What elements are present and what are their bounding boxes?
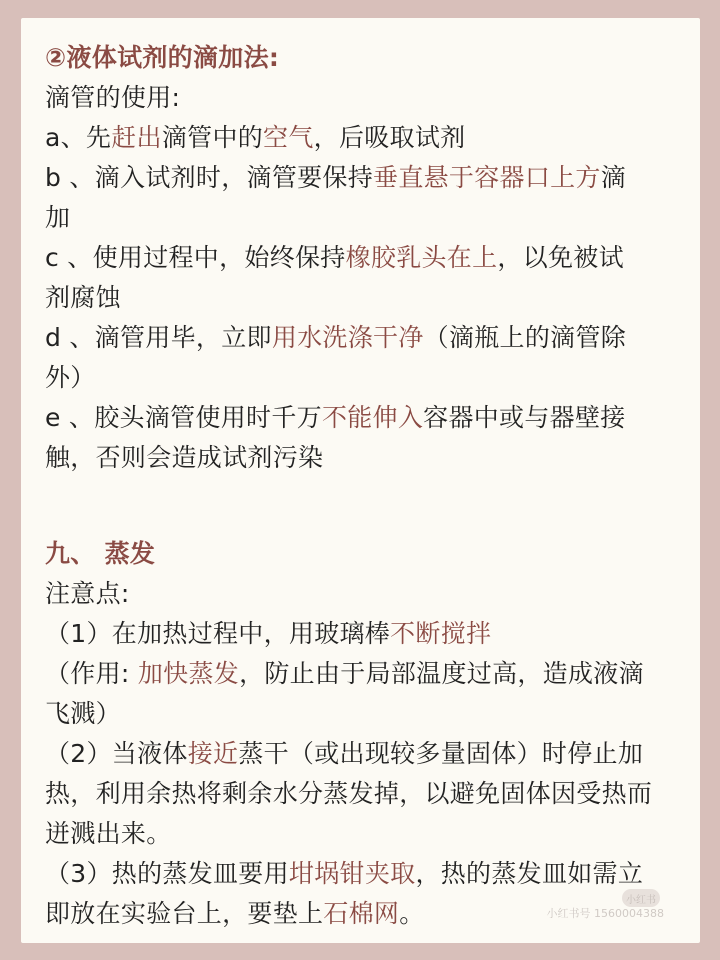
item-b-highlight: 垂直悬于容器口上方: [373, 163, 601, 192]
item-a-highlight: 空气: [263, 123, 314, 152]
item-d-text: （滴瓶上的滴管除: [423, 323, 627, 352]
item-e: [45, 398, 685, 438]
item-a-text: 滴管中的: [161, 123, 264, 152]
item-3-text: （3）热的蒸发皿要用: [45, 859, 289, 888]
item-b-text: 滴: [600, 163, 627, 192]
item-a-highlight: 赶出: [111, 123, 162, 152]
section8-subtitle: 滴管的使用:: [45, 83, 181, 112]
item-d: [45, 318, 685, 358]
item-c-cont: 剂腐蚀: [45, 283, 121, 312]
item-a-text: ，后吸取试剂: [313, 123, 466, 152]
item-b-cont: 加: [45, 203, 71, 232]
item-e-text: e 、胶头滴管使用时千万: [45, 403, 322, 432]
item-3-text: 。: [399, 899, 425, 928]
item-1: [45, 614, 685, 654]
note-content: [45, 38, 685, 934]
watermark: 小红书号 1560004388: [546, 907, 664, 920]
item-3-text: 即放在实验台上，要垫上: [45, 899, 324, 928]
item-2: [45, 734, 685, 774]
item-1-text: （1）在加热过程中，用玻璃棒: [45, 619, 391, 648]
item-a: [45, 118, 685, 158]
section8-title: ②液体试剂的滴加法:: [45, 43, 280, 72]
item-2-text: 蒸干（或出现较多量固体）时停止加: [238, 739, 644, 768]
item-d-highlight: 用水洗涤干净: [271, 323, 424, 352]
item-e-text: 容器中或与器壁接: [423, 403, 626, 432]
item-d-text: d 、滴管用毕，立即: [45, 323, 272, 352]
item-1-note-text: （作用:: [45, 659, 138, 688]
section9-subtitle: 注意点:: [45, 579, 130, 608]
item-1-note-cont: 飞溅）: [45, 699, 121, 728]
item-2-cont: 迸溅出来。: [45, 819, 172, 848]
item-3: [45, 854, 685, 894]
section-gap: [45, 478, 685, 516]
item-c-text: c 、使用过程中，始终保持: [45, 243, 346, 272]
item-2-text: （2）当液体: [45, 739, 188, 768]
item-2-highlight: 接近: [187, 739, 239, 768]
section9-title: 九、 蒸发: [45, 539, 156, 568]
item-3-highlight: 石棉网: [323, 899, 400, 928]
item-c-text: ，以免被试: [497, 243, 624, 272]
item-e-cont: 触，否则会造成试剂污染: [45, 443, 324, 472]
item-1-note-highlight: 加快蒸发: [137, 659, 240, 688]
item-1-highlight: 不断搅拌: [390, 619, 492, 648]
note-card: [21, 18, 700, 943]
item-d-cont: 外）: [45, 363, 96, 392]
item-a-text: a、先: [45, 123, 112, 152]
item-b-text: b 、滴入试剂时，滴管要保持: [45, 163, 374, 192]
item-c: [45, 238, 685, 278]
item-b: [45, 158, 685, 198]
item-e-highlight: 不能伸入: [321, 403, 424, 432]
item-3-text: ，热的蒸发皿如需立: [415, 859, 644, 888]
item-1-note-text: ，防止由于局部温度过高，造成液滴: [239, 659, 644, 688]
item-1-note: [45, 654, 685, 694]
item-2-cont: 热，利用余热将剩余水分蒸发掉，以避免固体因受热而: [45, 779, 653, 808]
watermark-badge: 小红书: [622, 889, 660, 907]
item-c-highlight: 橡胶乳头在上: [345, 243, 498, 272]
item-3-highlight: 坩埚钳夹取: [288, 859, 416, 888]
